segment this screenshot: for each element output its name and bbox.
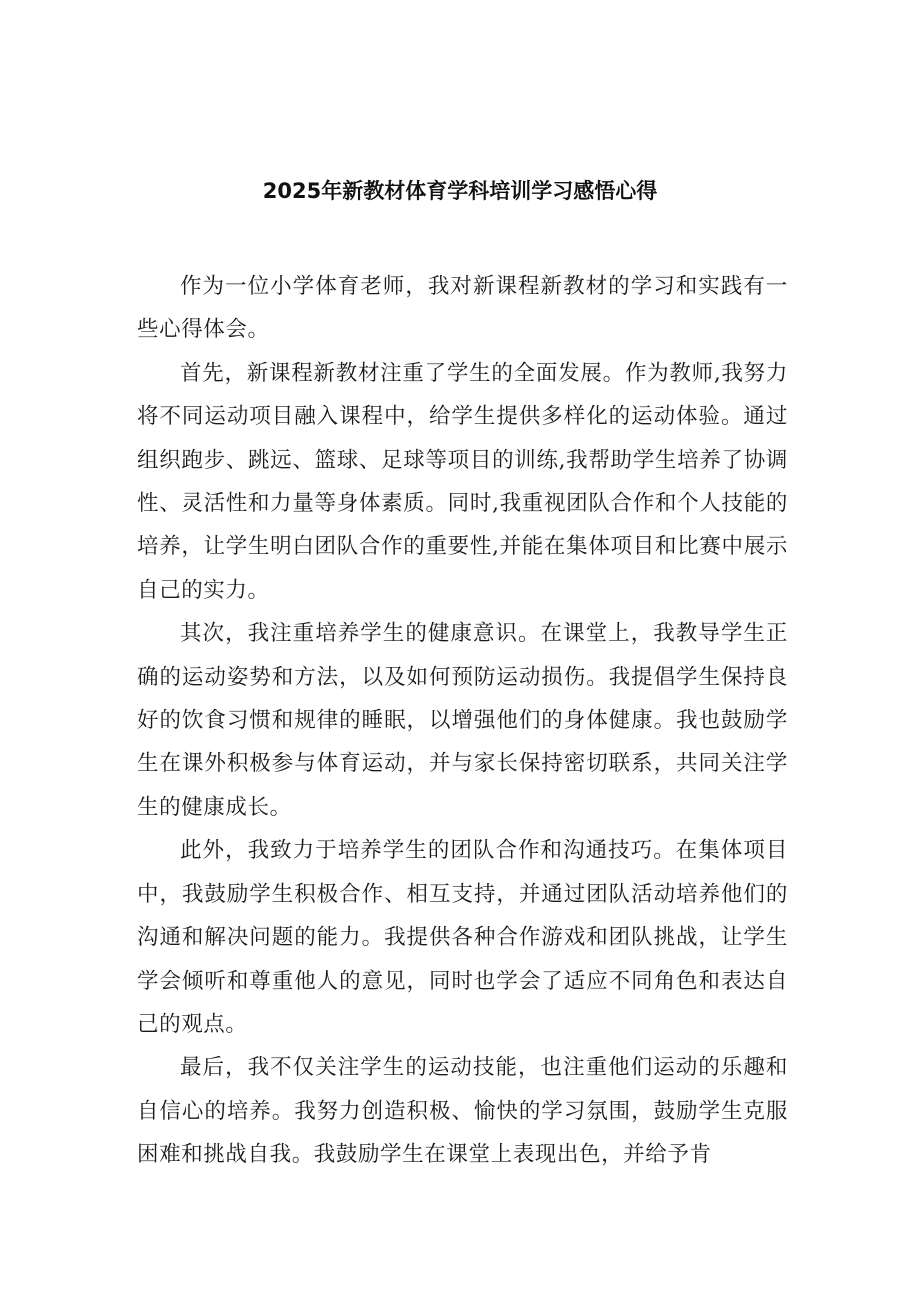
paragraph-last: 最后，我不仅关注学生的运动技能，也注重他们运动的乐趣和自信心的培养。我努力创造积极、愉快的学习氛围，鼓励学生克服困难和挑战自我。我鼓励学生在课堂上表现出色，并给予肯 [137,1055,788,1168]
document-body [137,265,788,1177]
paragraph-first: 首先，新课程新教材注重了学生的全面发展。作为教师,我努力将不同运动项目融入课程中，给学生提供多样化的运动体验。通过组织跑步、跳远、篮球、足球等项目的训练,我帮助学生培养了协调性、灵活性和力量等身体素质。同时,我重视团队合作和个人技能的培养，让学生明白团队合作的重要性,并能在集体项目和比赛中展示自己的实力。 [137,360,788,603]
paragraph-second: 其次，我注重培养学生的健康意识。在课堂上，我教导学生正确的运动姿势和方法，以及如何预防运动损伤。我提倡学生保持良好的饮食习惯和规律的睡眠，以增强他们的身体健康。我也鼓励学生在课外积极参与体育运动，并与家长保持密切联系，共同关注学生的健康成长。 [137,621,788,820]
paragraph-intro: 作为一位小学体育老师，我对新课程新教材的学习和实践有一些心得体会。 [137,274,788,343]
paragraph-third: 此外，我致力于培养学生的团队合作和沟通技巧。在集体项目中，我鼓励学生积极合作、相互支持，并通过团队活动培养他们的沟通和解决问题的能力。我提供各种合作游戏和团队挑战，让学生学会倾听和尊重他人的意见，同时也学会了适应不同角色和表达自己的观点。 [137,838,788,1037]
document-title: 2025年新教材体育学科培训学习感悟心得 [262,179,658,203]
